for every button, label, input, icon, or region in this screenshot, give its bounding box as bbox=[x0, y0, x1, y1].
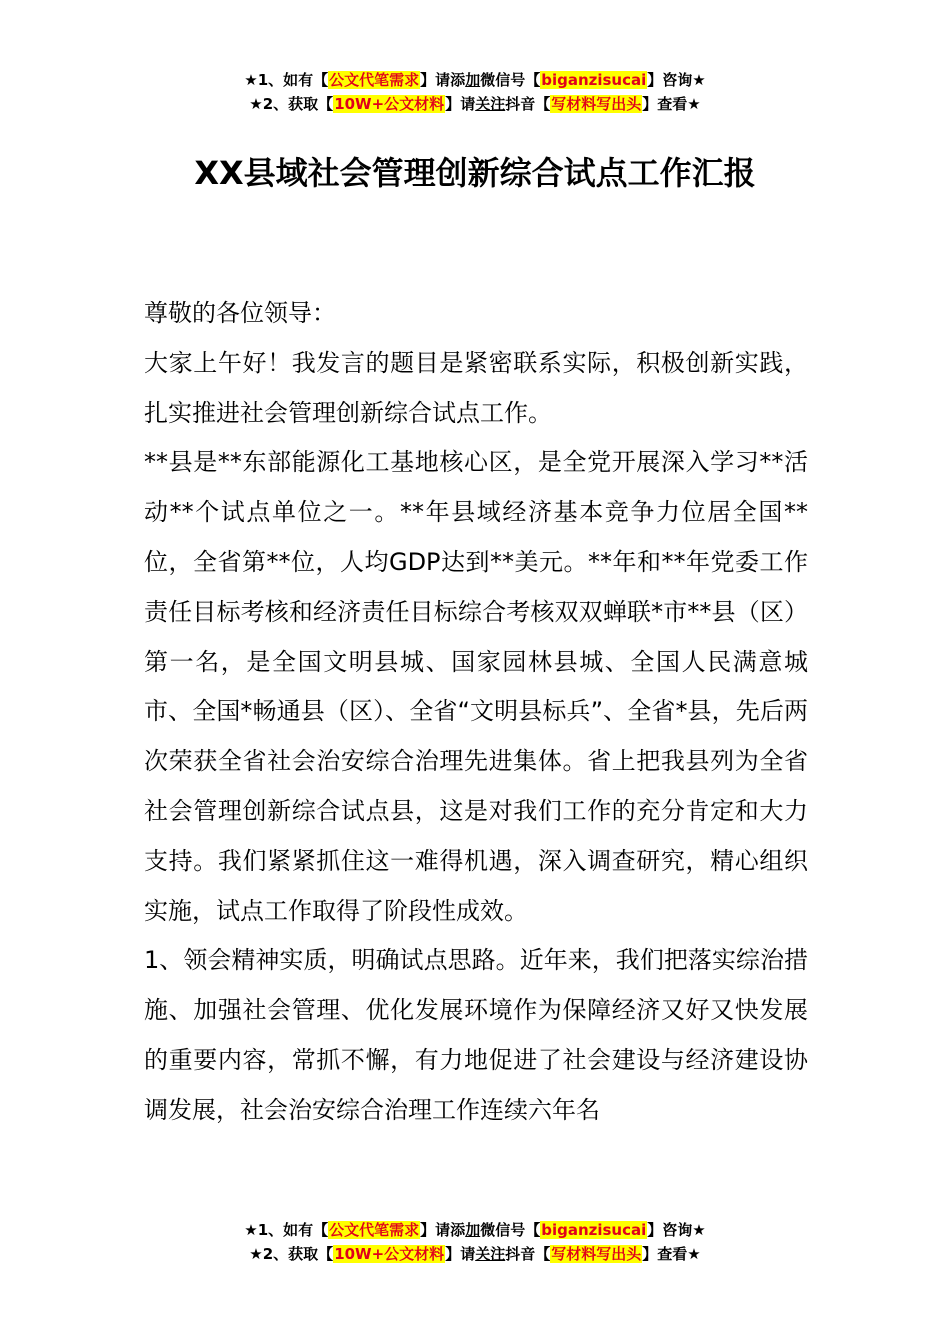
promo-text: 】请 bbox=[445, 95, 476, 113]
promo-underlined-text: 加 bbox=[465, 1221, 481, 1239]
highlight-douyin-account: 写材料写出头 bbox=[551, 95, 642, 113]
highlight-service: 公文代笔需求 bbox=[329, 71, 420, 89]
promo-underlined-text: 关注 bbox=[475, 1245, 506, 1263]
paragraph-greeting: 大家上午好！我发言的题目是紧密联系实际，积极创新实践，扎实推进社会管理创新综合试点工作。 bbox=[144, 348, 808, 427]
promo-text: 抖音【 bbox=[505, 1245, 551, 1263]
promo-text: 】查看★ bbox=[642, 95, 701, 113]
highlight-materials: 10W+公文材料 bbox=[334, 1245, 445, 1263]
paragraph-county-overview: **县是**东部能源化工基地核心区，是全党开展深入学习**活动**个试点单位之一。**年县域经济基本竞争力位居全国**位，全省第**位，人均GDP达到**美元。**年和**年党委工作责任目标考核和经济责任目标综合考核双双蝉联*市**县（区）第一名，是全国文明县城、国家园林县城、全国人民满意城市、全国*畅通县（区）、全省“文明县标兵”、全省*县，先后两次荣获全省社会治安综合治理先进集体。省上把我县列为全省社会管理创新综合试点县，这是对我们工作的充分肯定和大力支持。我们紧紧抓住这一难得机遇，深入调查研究，精心组织实施，试点工作取得了阶段性成效。 bbox=[144, 448, 808, 925]
highlight-wechat-id: biganzisucai bbox=[541, 71, 647, 89]
highlight-douyin-account: 写材料写出头 bbox=[551, 1245, 642, 1263]
highlight-service: 公文代笔需求 bbox=[329, 1221, 420, 1239]
promo-line-2 bbox=[0, 92, 950, 116]
promo-header bbox=[0, 68, 950, 116]
promo-footer bbox=[0, 1218, 950, 1266]
promo-text: 】请 bbox=[445, 1245, 476, 1263]
promo-line-1 bbox=[0, 1218, 950, 1242]
paragraph-section-1: 1、领会精神实质，明确试点思路。近年来，我们把落实综治措施、加强社会管理、优化发展环境作为保障经济又好又快发展的重要内容，常抓不懈，有力地促进了社会建设与经济建设协调发展，社会治安综合治理工作连续六年名 bbox=[144, 946, 808, 1124]
promo-text: ★1、如有【 bbox=[244, 1221, 329, 1239]
promo-text: 】查看★ bbox=[642, 1245, 701, 1263]
promo-text: 】请添 bbox=[420, 71, 466, 89]
highlight-wechat-id: biganzisucai bbox=[541, 1221, 647, 1239]
promo-text: ★2、获取【 bbox=[249, 95, 334, 113]
promo-text: ★1、如有【 bbox=[244, 71, 329, 89]
salutation: 尊敬的各位领导： bbox=[144, 299, 336, 327]
promo-line-1 bbox=[0, 68, 950, 92]
promo-text: 】咨询★ bbox=[647, 1221, 706, 1239]
document-body bbox=[144, 289, 808, 1136]
promo-text: 微信号【 bbox=[480, 1221, 541, 1239]
promo-text: ★2、获取【 bbox=[249, 1245, 334, 1263]
promo-text: 】咨询★ bbox=[647, 71, 706, 89]
promo-text: 抖音【 bbox=[505, 95, 551, 113]
promo-text: 微信号【 bbox=[480, 71, 541, 89]
document-title: XX县域社会管理创新综合试点工作汇报 bbox=[194, 154, 756, 192]
highlight-materials: 10W+公文材料 bbox=[334, 95, 445, 113]
promo-text: 】请添 bbox=[420, 1221, 466, 1239]
promo-underlined-text: 关注 bbox=[475, 95, 506, 113]
promo-underlined-text: 加 bbox=[465, 71, 481, 89]
promo-line-2 bbox=[0, 1242, 950, 1266]
